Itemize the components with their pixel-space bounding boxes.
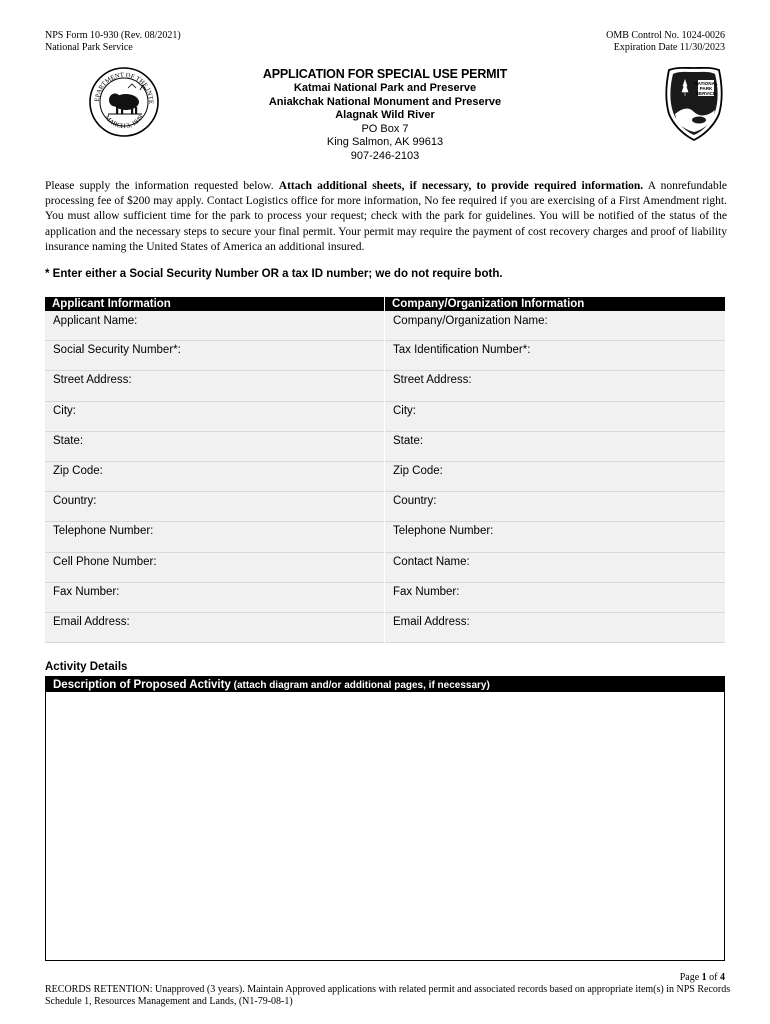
arrowhead-text-2: PARK xyxy=(699,86,713,91)
company-field[interactable]: Fax Number: xyxy=(385,583,725,613)
applicant-field[interactable]: City: xyxy=(45,402,384,432)
nps-arrowhead-icon xyxy=(663,66,725,142)
form-row xyxy=(45,432,725,462)
form-row xyxy=(45,402,725,432)
company-field[interactable]: City: xyxy=(385,402,725,432)
page-title: APPLICATION FOR SPECIAL USE PERMIT xyxy=(262,67,508,81)
phone-number: 907-246-2103 xyxy=(350,149,420,162)
expiration-date: Expiration Date 11/30/2023 xyxy=(613,42,725,53)
intro-text-bold: Attach additional sheets, if necessary, to provide required information. xyxy=(278,180,644,192)
info-grid xyxy=(45,297,725,643)
applicant-field[interactable]: Fax Number: xyxy=(45,583,384,613)
form-row xyxy=(45,492,725,522)
description-label: Description of Proposed Activity xyxy=(53,679,231,691)
page-total: 4 xyxy=(720,972,725,983)
applicant-field[interactable]: Telephone Number: xyxy=(45,522,384,552)
applicant-field[interactable]: Applicant Name: xyxy=(45,311,384,341)
grid-header-row xyxy=(45,297,725,311)
park-name-3: Alagnak Wild River xyxy=(335,109,435,121)
applicant-section-header: Applicant Information xyxy=(45,297,384,311)
form-row xyxy=(45,341,725,371)
seal-text-bottom: MARCH 3, 1849 xyxy=(103,114,145,131)
form-row xyxy=(45,371,725,401)
applicant-field[interactable]: Street Address: xyxy=(45,371,384,401)
applicant-field[interactable]: Zip Code: xyxy=(45,462,384,492)
agency-name: National Park Service xyxy=(45,42,133,53)
title-block xyxy=(0,67,770,163)
page-prefix: Page xyxy=(679,972,702,983)
form-row xyxy=(45,522,725,552)
form-row xyxy=(45,583,725,613)
company-field[interactable]: Contact Name: xyxy=(385,553,725,583)
omb-control-number: OMB Control No. 1024-0026 xyxy=(606,30,725,41)
applicant-field[interactable]: State: xyxy=(45,432,384,462)
form-number: NPS Form 10-930 (Rev. 08/2021) xyxy=(45,30,181,41)
form-header-right xyxy=(606,30,725,54)
description-note: (attach diagram and/or additional pages, if necessary) xyxy=(230,680,490,691)
address-line-2: King Salmon, AK 99613 xyxy=(326,136,444,148)
address-line-1: PO Box 7 xyxy=(361,122,409,135)
form-row xyxy=(45,462,725,492)
seal-text-top: EPARTMENT OF THE INTE xyxy=(93,71,155,105)
intro-text-1: Please supply the information requested below. xyxy=(45,180,279,192)
description-textarea[interactable] xyxy=(45,692,725,961)
applicant-field[interactable]: Cell Phone Number: xyxy=(45,553,384,583)
company-field[interactable]: Zip Code: xyxy=(385,462,725,492)
company-field[interactable]: Telephone Number: xyxy=(385,522,725,552)
page-current: 1 xyxy=(701,972,707,983)
company-section-header: Company/Organization Information xyxy=(385,297,725,311)
form-row xyxy=(45,613,725,643)
activity-details-heading: Activity Details xyxy=(45,661,128,673)
intro-paragraph xyxy=(45,179,727,255)
form-row xyxy=(45,311,725,341)
park-name-1: Katmai National Park and Preserve xyxy=(293,82,477,94)
form-row xyxy=(45,553,725,583)
company-field[interactable]: Country: xyxy=(385,492,725,522)
company-field[interactable]: Company/Organization Name: xyxy=(385,311,725,341)
company-field[interactable]: Street Address: xyxy=(385,371,725,401)
form-header-left xyxy=(45,30,181,54)
applicant-field[interactable]: Social Security Number*: xyxy=(45,341,384,371)
ssn-note: * Enter either a Social Security Number OR a tax ID number; we do not require both. xyxy=(45,268,503,280)
company-field[interactable]: Email Address: xyxy=(385,613,725,643)
park-name-2: Aniakchak National Monument and Preserve xyxy=(268,95,502,108)
page-number xyxy=(680,972,725,983)
applicant-field[interactable]: Email Address: xyxy=(45,613,384,643)
company-field[interactable]: Tax Identification Number*: xyxy=(385,341,725,371)
page-mid: of xyxy=(706,972,720,983)
applicant-field[interactable]: Country: xyxy=(45,492,384,522)
company-field[interactable]: State: xyxy=(385,432,725,462)
arrowhead-text-1: NATIONAL xyxy=(694,81,718,86)
intro-text-2: A nonrefundable processing fee of $200 may apply. Contact Logistics office for more information, No fee required if you are exercising of a First Amendment right. You must allow sufficient time for the park to process your request; check with the park for guidelines. You will be notified of the status of the application and the necessary steps to secure your final permit. Your permit may require the payment of cost recovery charges and proof of liability insurance naming the United States of America an additional insured. xyxy=(45,180,728,253)
description-header xyxy=(45,676,725,692)
arrowhead-text-3: SERVICE xyxy=(695,91,717,96)
records-retention-note: RECORDS RETENTION: Unapproved (3 years). Maintain Approved applications with related permit and associated records based on appropriate item(s) in NPS Records Schedule 1, Resources Management and Lands, (N1-79-08-1) xyxy=(45,984,731,1007)
